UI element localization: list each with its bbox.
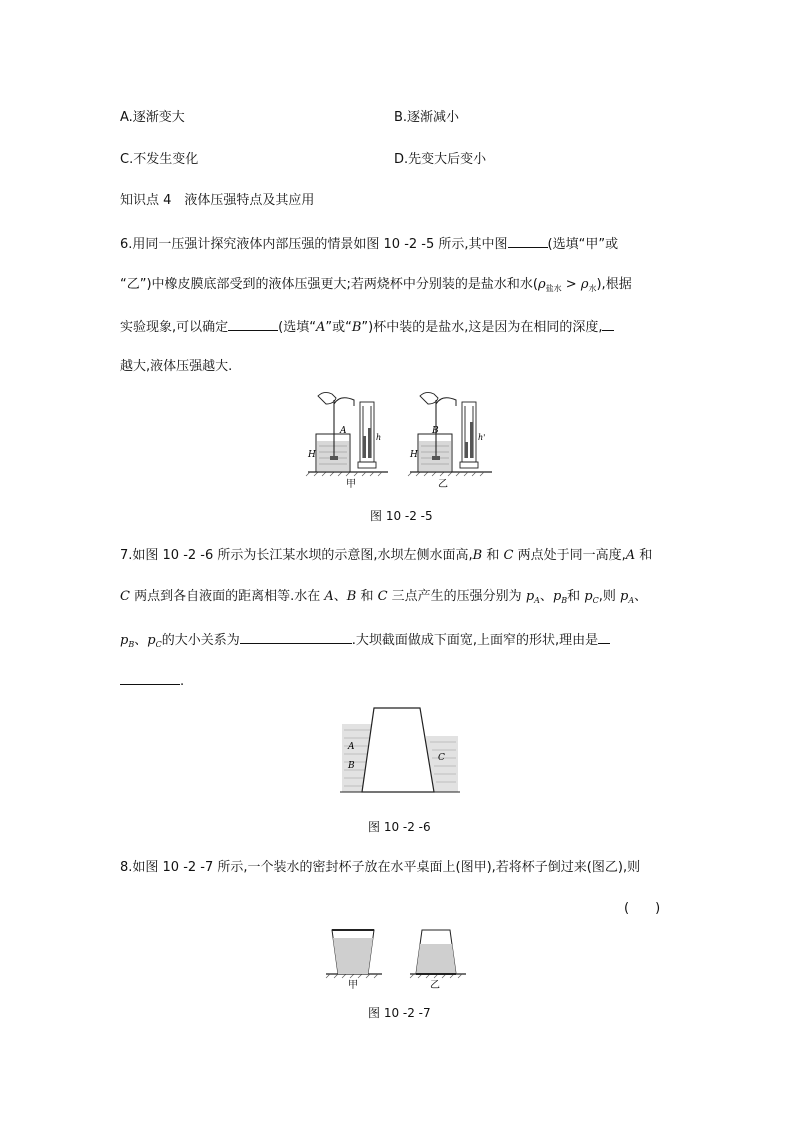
answer-blank[interactable] bbox=[508, 233, 548, 248]
figure-caption: 图 10 -2 -6 bbox=[368, 820, 431, 834]
point-a: A bbox=[324, 589, 334, 604]
q6-text: “乙”)中橡皮膜底部受到的液体压强更大;若两烧杯中分别装的是盐水和水( bbox=[120, 277, 538, 292]
subscript: B bbox=[561, 596, 568, 605]
label-h-prime: h' bbox=[478, 433, 486, 442]
greater-than: > bbox=[561, 277, 581, 292]
q7-text: 7.如图 10 -2 -6 所示为长江某水坝的示意图,水坝左侧水面高, bbox=[120, 548, 473, 563]
q6-text: ”或“ bbox=[325, 320, 352, 335]
option-c: C.不发生变化 bbox=[120, 152, 199, 167]
answer-blank[interactable] bbox=[120, 670, 180, 685]
p-symbol: p bbox=[584, 589, 593, 604]
q7-text: 的大小关系为 bbox=[161, 633, 240, 648]
q7-text: 和 bbox=[567, 589, 585, 604]
q6-text: ”)杯中装的是盐水,这是因为在相同的深度, bbox=[361, 320, 603, 335]
q7-text: .大坝截面做成下面宽,上面窄的形状,理由是 bbox=[351, 633, 599, 648]
q7-text: 和 bbox=[635, 548, 653, 563]
label-c: C bbox=[438, 753, 445, 763]
subscript: A bbox=[628, 596, 635, 605]
figure-caption: 图 10 -2 -7 bbox=[368, 1006, 431, 1020]
option-d: D.先变大后变小 bbox=[394, 152, 487, 167]
label-b: B bbox=[432, 426, 439, 436]
label-yi: 乙 bbox=[430, 980, 440, 991]
point-a: A bbox=[625, 548, 636, 563]
q7-text: 、 bbox=[333, 589, 347, 604]
letter-a: A bbox=[315, 320, 326, 335]
label-a: A bbox=[340, 426, 347, 436]
q7-text: 和 bbox=[356, 589, 378, 604]
q8-line1: 8.如图 10 -2 -7 所示,一个装水的密封杯子放在水平桌面上(图甲),若将杯子倒过来(图乙),则 bbox=[120, 860, 641, 875]
point-b: B bbox=[346, 589, 357, 604]
dam-figure bbox=[340, 702, 460, 798]
figure-caption: 图 10 -2 -5 bbox=[370, 509, 433, 523]
q7-text: ,则 bbox=[598, 589, 621, 604]
section-heading: 知识点 4 液体压强特点及其应用 bbox=[120, 193, 315, 208]
answer-blank[interactable] bbox=[228, 316, 278, 331]
q6-text: 实验现象,可以确定 bbox=[120, 320, 229, 335]
label-a: A bbox=[348, 742, 355, 752]
subscript: 水 bbox=[588, 284, 597, 293]
answer-blank[interactable] bbox=[602, 316, 614, 331]
q6-line3 bbox=[120, 316, 614, 338]
label-b: B bbox=[348, 761, 355, 771]
p-symbol: p bbox=[620, 589, 629, 604]
label-h: h bbox=[376, 433, 382, 442]
label-yi: 乙 bbox=[438, 479, 448, 490]
q6-line2 bbox=[120, 275, 632, 299]
subscript: A bbox=[534, 596, 540, 605]
p-symbol: p bbox=[552, 589, 562, 604]
q7-line3 bbox=[120, 629, 610, 655]
subscript: 盐水 bbox=[545, 284, 562, 293]
rho-symbol: ρ bbox=[580, 277, 589, 292]
q7-text: . bbox=[180, 674, 185, 689]
label-H: H bbox=[410, 450, 418, 460]
q7-text: 三点产生的压强分别为 bbox=[387, 589, 526, 604]
p-symbol: p bbox=[525, 589, 535, 604]
p-symbol: p bbox=[120, 633, 129, 648]
pressure-gauge-figure bbox=[300, 386, 500, 494]
point-c: C bbox=[503, 548, 514, 563]
q7-line4 bbox=[120, 670, 184, 692]
q7-text: 两点处于同一高度, bbox=[513, 548, 626, 563]
label-jia: 甲 bbox=[346, 479, 356, 490]
q7-line2 bbox=[120, 587, 647, 611]
q6-text: (选填“甲”或 bbox=[547, 237, 619, 252]
q7-line1 bbox=[120, 546, 652, 566]
q7-text: 、 bbox=[134, 633, 148, 648]
option-a: A.逐渐变大 bbox=[120, 110, 185, 125]
q6-text: ),根据 bbox=[596, 277, 632, 292]
answer-blank[interactable] bbox=[598, 629, 610, 644]
rho-symbol: ρ bbox=[538, 277, 546, 292]
point-c: C bbox=[377, 589, 388, 604]
subscript: C bbox=[592, 596, 599, 605]
q6-text: 6.用同一压强计探究液体内部压强的情景如图 10 -2 -5 所示,其中图 bbox=[120, 237, 508, 252]
q7-text: 、 bbox=[634, 589, 648, 604]
q7-text: 两点到各自液面的距离相等.水在 bbox=[129, 589, 325, 604]
letter-b: B bbox=[351, 320, 362, 335]
p-symbol: p bbox=[147, 633, 156, 648]
q7-text: 和 bbox=[482, 548, 504, 563]
point-c: C bbox=[120, 589, 130, 604]
q6-line4: 越大,液体压强越大. bbox=[120, 359, 233, 374]
q7-text: 、 bbox=[539, 589, 553, 604]
answer-blank[interactable] bbox=[240, 629, 352, 644]
label-H: H bbox=[308, 450, 316, 460]
point-b: B bbox=[472, 548, 483, 563]
cups-figure bbox=[322, 924, 472, 992]
option-b: B.逐渐减小 bbox=[394, 110, 460, 125]
q6-text: (选填“ bbox=[278, 320, 316, 335]
label-jia: 甲 bbox=[348, 980, 358, 991]
q6-line1 bbox=[120, 233, 618, 255]
subscript: C bbox=[155, 640, 162, 649]
answer-parens: ( ) bbox=[624, 901, 661, 916]
subscript: B bbox=[128, 640, 135, 649]
